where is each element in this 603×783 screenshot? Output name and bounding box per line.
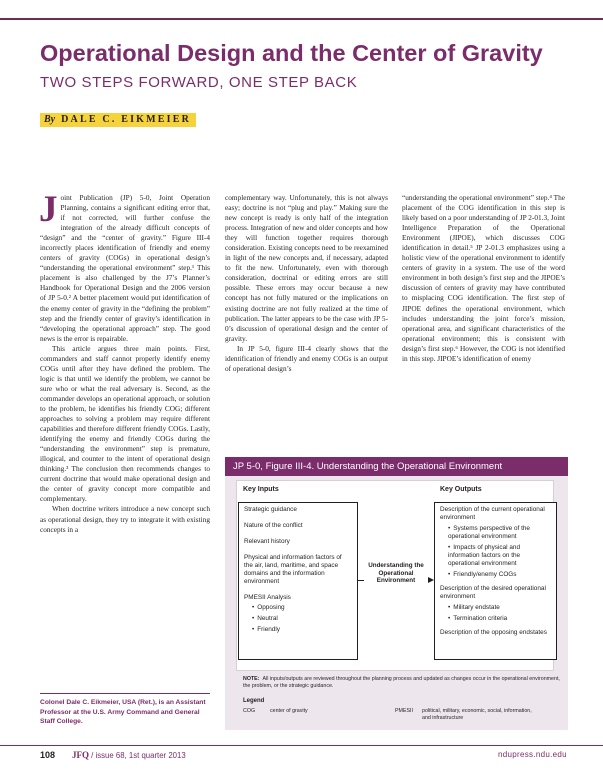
paragraph bbox=[39, 189, 210, 344]
output-item: • Friendly/enemy COGs bbox=[440, 571, 551, 579]
key-inputs-title: Key Inputs bbox=[243, 486, 279, 493]
output-item: • Military endstate bbox=[440, 604, 551, 612]
output-heading: Description of the current operational environment bbox=[440, 506, 545, 521]
byline-by: By bbox=[44, 114, 56, 125]
output-item: • Impacts of physical and information factors on the operational environment bbox=[440, 544, 551, 568]
website-link[interactable]: ndupress.ndu.edu bbox=[498, 750, 567, 759]
paragraph-text: oint Publication (JP) 5-0, Joint Operation Planning, contains a significant editing error that, if not corrected, will further confuse the integration of the already difficult concepts of “design” and the “center of gravity.” Figure III-4 incorrectly places identification of friendly and enemy centers of gravity (COGs) in operational design’s “understanding the operational environment” step.¹ This placement is also challenged by the J7’s Planner’s Handbook for Operational Design and the 2006 version of JP 5-0.² A better placement would put identification of the enemy center of gravity in the “defining the problem” step and the friendly center of gravity’s identification in “developing the operational approach” step. The good news is the error is repairable. bbox=[40, 193, 210, 343]
article-subtitle: TWO STEPS FORWARD, ONE STEP BACK bbox=[40, 74, 358, 91]
bio-divider bbox=[40, 693, 210, 694]
paragraph: complementary way. Unfortunately, this is not always easy; doctrine is not “plug and play.” Making sure the new concept is ready is only half of the integration process. Integration of new and older concepts and how they will function together requires thorough consideration. Existing concepts need to be reexamined in light of the new concepts and, if necessary, adapted to fit the new. Unfortunately, even with thorough consideration, doctrinal or editing errors are still possible. These errors may occur because a new concept has not fully matured or the implications on existing doctrine are not fully realized at the time of publication. The latter appears to be the case with JP 5-0’s discussion of operational design and the center of gravity. bbox=[225, 193, 388, 343]
legend-abbr: COG bbox=[243, 708, 256, 714]
article-column-1 bbox=[39, 189, 210, 535]
pmesii-item: • Neutral bbox=[244, 615, 352, 623]
key-outputs-title: Key Outputs bbox=[440, 486, 482, 493]
legend-def: political, military, economic, social, information, and infrastructure bbox=[422, 708, 532, 721]
input-item: Physical and information factors of the air, land, maritime, and space domains and the information environment bbox=[244, 554, 342, 585]
output-heading: Description of the opposing endstates bbox=[440, 629, 547, 636]
legend-title: Legend bbox=[243, 698, 265, 704]
paragraph: This article argues three main points. First, commanders and staff cannot properly identify enemy COGs until after they have defined the problem. The logic is that until we identify the problem, we cannot be sure who or what the real adversary is. Second, as the commander develops an operational approach, or solution to the problem, he identifies his friendly COG; different approaches to solving a problem may require different capabilities and therefore different friendly COGs. Lastly, identifying the enemy and friendly COGs during the “understanding the environment” step is premature, illogical, and counter to the intent of operational design thinking.³ The conclusion then recommends changes to current doctrine that would make operational design and the center of gravity concept more compatible and complementary. bbox=[40, 343, 210, 504]
author-bio: Colonel Dale C. Eikmeier, USA (Ret.), is an Assistant Professor at the U.S. Army Command and General Staff College. bbox=[40, 699, 206, 726]
legend-abbr: PMESII bbox=[395, 708, 413, 714]
article-column-2 bbox=[225, 193, 388, 374]
paragraph: In JP 5-0, figure III-4 clearly shows that the identification of friendly and enemy COGs is an output of operational design’s bbox=[225, 343, 388, 373]
top-rule bbox=[0, 18, 603, 20]
byline bbox=[40, 113, 196, 127]
page-number: 108 bbox=[40, 750, 56, 760]
footer-rule bbox=[0, 745, 603, 746]
paragraph: “understanding the operational environment” step.⁴ The placement of the COG identification in this step is likely based on a poor understanding of JP 2-01.3, Joint Intelligence Preparation of the Operational Environment (JIPOE), which discusses COG identification in detail.⁵ JP 2-01.3 emphasizes using a holistic view of the operational environment to identify centers of gravity in a system. The use of the word environment in both design’s first step and the JIPOE’s discussion of centers of gravity may have contributed to misplacing COG identification. The first step of JIPOE defines the operational environment, which includes understanding the joint force’s mission, operational area, and significant characteristics of the operational environment; this is consistent with design’s first step.⁶ However, the COG is not identified in this step. JIPOE’s identification of enemy bbox=[402, 193, 565, 363]
legend-entry bbox=[395, 708, 565, 722]
input-item: Relevant history bbox=[244, 538, 290, 545]
figure-title: JP 5-0, Figure III-4. Understanding the Operational Environment bbox=[225, 457, 568, 476]
center-process-label: Understanding the Operational Environment bbox=[368, 562, 424, 585]
figure-understanding-oe bbox=[225, 457, 568, 730]
output-item: • Termination criteria bbox=[440, 615, 551, 623]
input-item: Strategic guidance bbox=[244, 506, 297, 513]
drop-cap: J bbox=[39, 189, 58, 230]
figure-note bbox=[243, 676, 563, 690]
legend-entry bbox=[243, 708, 383, 715]
input-item: Nature of the conflict bbox=[244, 522, 303, 529]
journal-name: JFQ bbox=[72, 750, 89, 760]
journal-issue: / issue 68, 1st quarter 2013 bbox=[91, 751, 186, 760]
key-inputs-box bbox=[238, 502, 358, 660]
journal-info bbox=[72, 750, 186, 760]
byline-author: DALE C. EIKMEIER bbox=[61, 114, 192, 125]
key-outputs-box bbox=[434, 502, 557, 660]
input-item: PMESII Analysis bbox=[244, 594, 291, 601]
pmesii-item: • Opposing bbox=[244, 604, 352, 612]
output-heading: Description of the desired operational environment bbox=[440, 585, 546, 600]
paragraph: When doctrine writers introduce a new concept such as operational design, they try to integrate it with existing concepts in a bbox=[40, 504, 210, 534]
article-column-3 bbox=[402, 193, 565, 364]
output-item: • Systems perspective of the operational environment bbox=[440, 525, 551, 541]
note-text: All inputs/outputs are reviewed throughout the planning process and updated as changes occur in the operational environment, the problem, or the strategic guidance. bbox=[243, 676, 560, 689]
pmesii-item: • Friendly bbox=[244, 626, 352, 634]
note-label: NOTE: bbox=[243, 676, 260, 682]
article-title: Operational Design and the Center of Gravity bbox=[40, 40, 543, 66]
legend-def: center of gravity bbox=[270, 708, 308, 714]
